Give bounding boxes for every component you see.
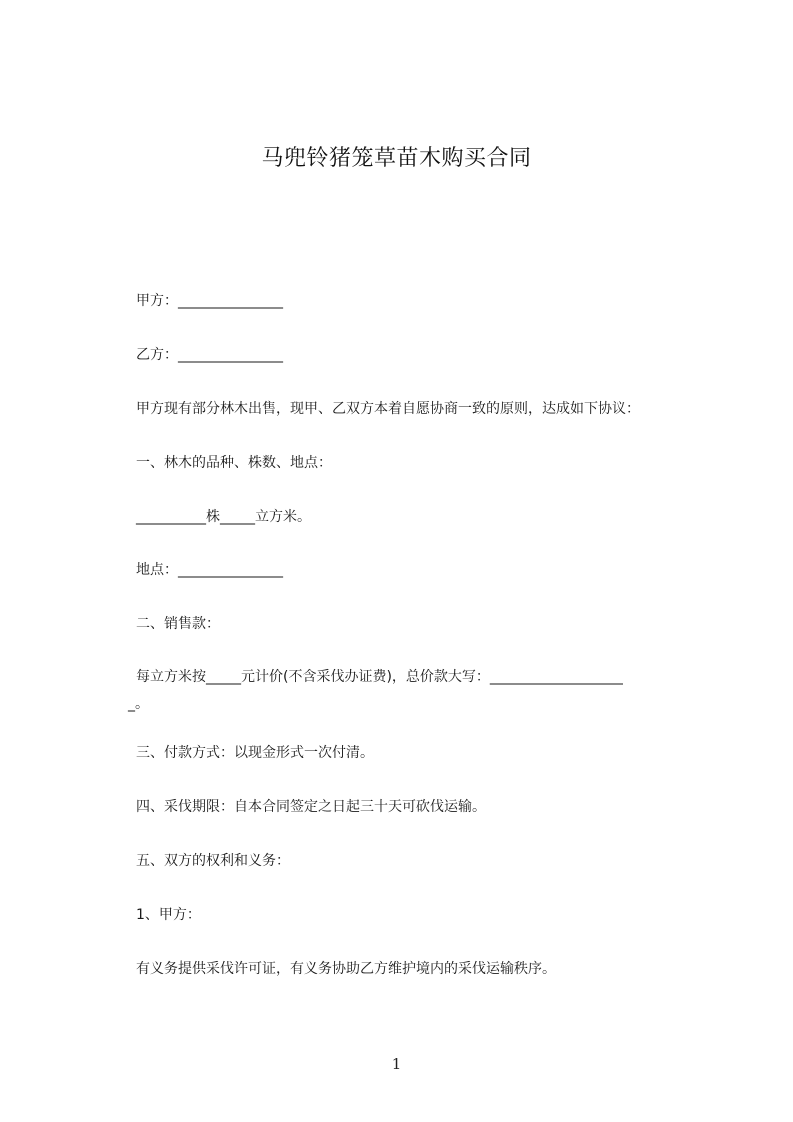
party-a-obligations: 有义务提供采伐许可证，有义务协助乙方维护境内的采伐运输秩序。 bbox=[136, 961, 556, 977]
section-3-payment: 三、付款方式：以现金形式一次付清。 bbox=[136, 745, 374, 761]
quantity-line: __________株_____立方米。 bbox=[136, 509, 311, 525]
document-title: 马兜铃猪笼草苗木购买合同 bbox=[261, 146, 532, 171]
price-line: 每立方米按_____元计价(不含采伐办证费)，总价款大写：___________________ bbox=[136, 669, 623, 685]
location-line: 地点：_______________ bbox=[136, 562, 283, 578]
party-a-line: 甲方：_______________ bbox=[136, 293, 283, 309]
section-4-period: 四、采伐期限：自本合同签定之日起三十天可砍伐运输。 bbox=[136, 799, 486, 815]
preamble-paragraph: 甲方现有部分林木出售，现甲、乙双方本着自愿协商一致的原则，达成如下协议： bbox=[136, 401, 640, 417]
section-1-heading: 一、林木的品种、株数、地点： bbox=[136, 455, 332, 471]
party-b-line: 乙方：_______________ bbox=[136, 347, 283, 363]
party-a-subheading: 1、甲方： bbox=[136, 907, 201, 923]
page-number: 1 bbox=[391, 1055, 402, 1073]
price-line-continued: _。 bbox=[128, 696, 149, 712]
section-5-heading: 五、双方的权利和义务： bbox=[136, 853, 290, 869]
section-2-heading: 二、销售款： bbox=[136, 616, 220, 632]
